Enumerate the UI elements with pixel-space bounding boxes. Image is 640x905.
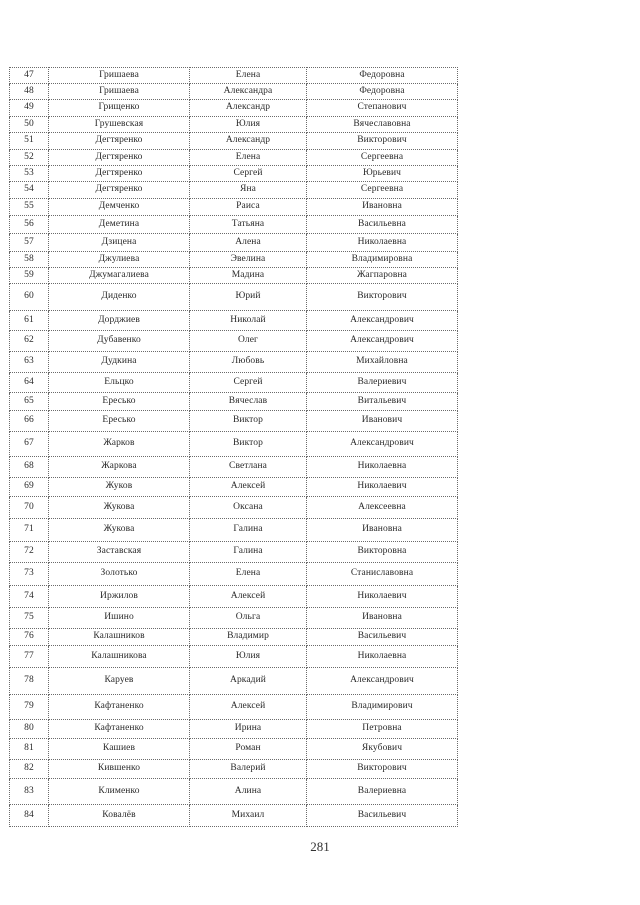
patronymic-cell: Николаевна [307,457,458,478]
first-name-cell: Мадина [190,268,307,284]
first-name-cell: Юлия [190,646,307,668]
first-name-cell: Алексей [190,478,307,497]
surname-cell: Дубавенко [49,331,190,352]
patronymic-cell: Николаевич [307,478,458,497]
patronymic-cell: Васильевич [307,629,458,646]
row-number-cell: 52 [10,150,49,166]
patronymic-cell: Александрович [307,311,458,331]
patronymic-cell: Валериевна [307,779,458,805]
surname-cell: Калашников [49,629,190,646]
row-number-cell: 58 [10,252,49,268]
surname-cell: Кафтаненко [49,695,190,720]
row-number-cell: 51 [10,133,49,150]
patronymic-cell: Жагпаровна [307,268,458,284]
row-number-cell: 57 [10,234,49,252]
surname-cell: Грищенко [49,100,190,117]
surname-cell: Кафтаненко [49,720,190,739]
first-name-cell: Алексей [190,586,307,608]
patronymic-cell: Александрович [307,432,458,457]
patronymic-cell: Владимировна [307,252,458,268]
surname-cell: Заставская [49,542,190,563]
surname-cell: Кашиев [49,739,190,760]
table-row [10,432,458,457]
row-number-cell: 70 [10,497,49,519]
first-name-cell: Елена [190,150,307,166]
patronymic-cell: Федоровна [307,68,458,84]
first-name-cell: Ольга [190,608,307,629]
surname-cell: Жарков [49,432,190,457]
table-row [10,331,458,352]
patronymic-cell: Ивановна [307,519,458,542]
row-number-cell: 71 [10,519,49,542]
patronymic-cell: Александрович [307,331,458,352]
row-number-cell: 47 [10,68,49,84]
table-row [10,760,458,779]
patronymic-cell: Викторович [307,133,458,150]
surname-cell: Ельцко [49,373,190,393]
first-name-cell: Николай [190,311,307,331]
surname-cell: Калашникова [49,646,190,668]
table-row [10,352,458,373]
patronymic-cell: Витальевич [307,393,458,411]
patronymic-cell: Ивановна [307,199,458,216]
surname-cell: Дзицена [49,234,190,252]
patronymic-cell: Ивановна [307,608,458,629]
row-number-cell: 66 [10,411,49,432]
row-number-cell: 74 [10,586,49,608]
first-name-cell: Галина [190,542,307,563]
table-row [10,252,458,268]
table-row [10,478,458,497]
surname-cell: Клименко [49,779,190,805]
row-number-cell: 77 [10,646,49,668]
patronymic-cell: Владимирович [307,695,458,720]
patronymic-cell: Николаевна [307,234,458,252]
first-name-cell: Галина [190,519,307,542]
table-row [10,100,458,117]
surname-cell: Гришаева [49,68,190,84]
surname-cell: Джулиева [49,252,190,268]
table-row [10,739,458,760]
patronymic-cell: Васильевна [307,216,458,234]
table-row [10,497,458,519]
table-row [10,84,458,100]
patronymic-cell: Якубович [307,739,458,760]
surname-cell: Жуков [49,478,190,497]
patronymic-cell: Михайловна [307,352,458,373]
surname-cell: Ересько [49,393,190,411]
first-name-cell: Роман [190,739,307,760]
surname-cell: Джумагалиева [49,268,190,284]
first-name-cell: Владимир [190,629,307,646]
surname-cell: Жукова [49,497,190,519]
first-name-cell: Александра [190,84,307,100]
surname-cell: Грушевская [49,117,190,133]
row-number-cell: 65 [10,393,49,411]
first-name-cell: Сергей [190,166,307,182]
row-number-cell: 68 [10,457,49,478]
row-number-cell: 76 [10,629,49,646]
first-name-cell: Любовь [190,352,307,373]
first-name-cell: Алена [190,234,307,252]
table-row [10,457,458,478]
table-row [10,311,458,331]
first-name-cell: Светлана [190,457,307,478]
surname-cell: Кившенко [49,760,190,779]
table-row [10,199,458,216]
first-name-cell: Вячеслав [190,393,307,411]
surname-cell: Иржилов [49,586,190,608]
roster-table-body [10,68,458,827]
first-name-cell: Валерий [190,760,307,779]
surname-cell: Ковалёв [49,805,190,827]
patronymic-cell: Викторович [307,760,458,779]
patronymic-cell: Николаевна [307,646,458,668]
row-number-cell: 84 [10,805,49,827]
first-name-cell: Алина [190,779,307,805]
first-name-cell: Юлия [190,117,307,133]
table-row [10,805,458,827]
surname-cell: Золотько [49,563,190,586]
table-row [10,668,458,695]
table-row [10,234,458,252]
row-number-cell: 56 [10,216,49,234]
table-row [10,150,458,166]
patronymic-cell: Алексеевна [307,497,458,519]
patronymic-cell: Петровна [307,720,458,739]
table-row [10,182,458,199]
row-number-cell: 48 [10,84,49,100]
row-number-cell: 69 [10,478,49,497]
row-number-cell: 54 [10,182,49,199]
surname-cell: Дегтяренко [49,166,190,182]
row-number-cell: 62 [10,331,49,352]
row-number-cell: 63 [10,352,49,373]
table-row [10,586,458,608]
surname-cell: Ишино [49,608,190,629]
patronymic-cell: Александрович [307,668,458,695]
surname-cell: Дорджиев [49,311,190,331]
roster-table [9,67,458,827]
table-row [10,268,458,284]
surname-cell: Деметина [49,216,190,234]
row-number-cell: 55 [10,199,49,216]
row-number-cell: 81 [10,739,49,760]
table-row [10,393,458,411]
surname-cell: Гришаева [49,84,190,100]
surname-cell: Жаркова [49,457,190,478]
table-row [10,133,458,150]
first-name-cell: Виктор [190,411,307,432]
table-row [10,563,458,586]
row-number-cell: 80 [10,720,49,739]
patronymic-cell: Сергеевна [307,182,458,199]
first-name-cell: Эвелина [190,252,307,268]
surname-cell: Жукова [49,519,190,542]
first-name-cell: Ирина [190,720,307,739]
patronymic-cell: Федоровна [307,84,458,100]
table-row [10,779,458,805]
table-row [10,373,458,393]
first-name-cell: Сергей [190,373,307,393]
table-row [10,519,458,542]
surname-cell: Диденко [49,284,190,311]
surname-cell: Ересько [49,411,190,432]
table-row [10,166,458,182]
patronymic-cell: Викторовна [307,542,458,563]
first-name-cell: Олег [190,331,307,352]
table-row [10,68,458,84]
patronymic-cell: Викторович [307,284,458,311]
row-number-cell: 60 [10,284,49,311]
row-number-cell: 79 [10,695,49,720]
patronymic-cell: Сергеевна [307,150,458,166]
first-name-cell: Александр [190,133,307,150]
row-number-cell: 73 [10,563,49,586]
patronymic-cell: Николаевич [307,586,458,608]
first-name-cell: Елена [190,68,307,84]
first-name-cell: Алексей [190,695,307,720]
first-name-cell: Раиса [190,199,307,216]
patronymic-cell: Вячеславовна [307,117,458,133]
table-row [10,411,458,432]
first-name-cell: Елена [190,563,307,586]
first-name-cell: Оксана [190,497,307,519]
table-row [10,629,458,646]
patronymic-cell: Васильевич [307,805,458,827]
first-name-cell: Аркадий [190,668,307,695]
row-number-cell: 67 [10,432,49,457]
patronymic-cell: Юрьевич [307,166,458,182]
row-number-cell: 78 [10,668,49,695]
first-name-cell: Виктор [190,432,307,457]
patronymic-cell: Валериевич [307,373,458,393]
patronymic-cell: Иванович [307,411,458,432]
table-row [10,608,458,629]
row-number-cell: 53 [10,166,49,182]
table-row [10,216,458,234]
first-name-cell: Михаил [190,805,307,827]
first-name-cell: Татьяна [190,216,307,234]
first-name-cell: Яна [190,182,307,199]
first-name-cell: Юрий [190,284,307,311]
row-number-cell: 59 [10,268,49,284]
row-number-cell: 83 [10,779,49,805]
table-row [10,117,458,133]
surname-cell: Дегтяренко [49,133,190,150]
row-number-cell: 49 [10,100,49,117]
patronymic-cell: Степанович [307,100,458,117]
row-number-cell: 72 [10,542,49,563]
surname-cell: Дегтяренко [49,150,190,166]
surname-cell: Дегтяренко [49,182,190,199]
row-number-cell: 82 [10,760,49,779]
page-number: 281 [310,839,330,854]
row-number-cell: 50 [10,117,49,133]
row-number-cell: 75 [10,608,49,629]
row-number-cell: 61 [10,311,49,331]
surname-cell: Демченко [49,199,190,216]
patronymic-cell: Станиславовна [307,563,458,586]
first-name-cell: Александр [190,100,307,117]
table-row [10,720,458,739]
table-row [10,695,458,720]
surname-cell: Дудкина [49,352,190,373]
table-row [10,542,458,563]
surname-cell: Каруев [49,668,190,695]
table-row [10,646,458,668]
table-row [10,284,458,311]
row-number-cell: 64 [10,373,49,393]
